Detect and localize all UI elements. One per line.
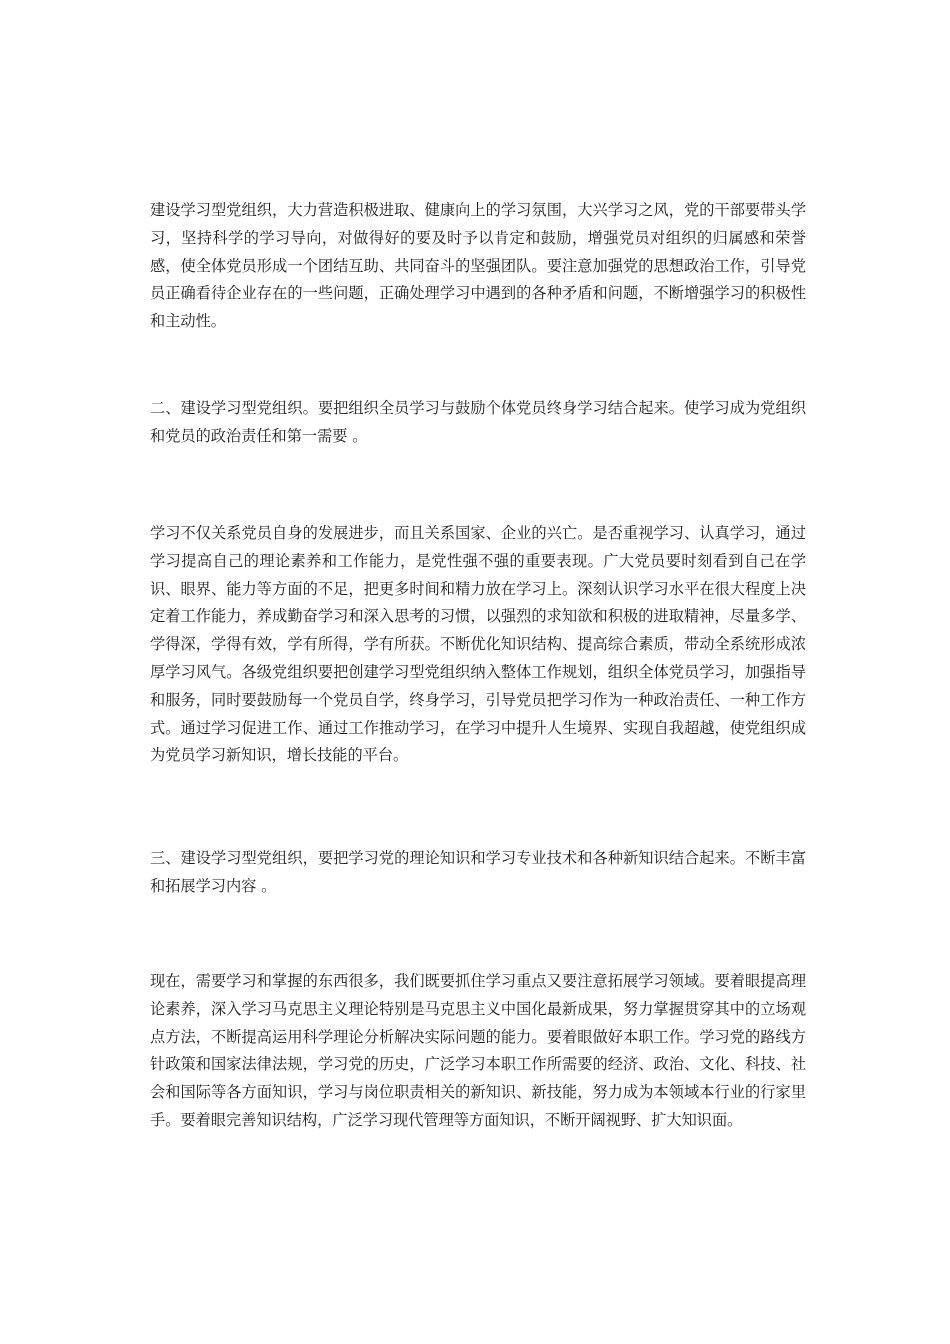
paragraph-section-three-body: 现在，需要学习和掌握的东西很多，我们既要抓住学习重点又要注意拓展学习领域。要着眼提高理论素养，深入学习马克思主义理论特别是马克思主义中国化最新成果，努力掌握贯穿其中的立场观点方法，不断提高运用科学理论分析解决实际问题的能力。要着眼做好本职工作。学习党的路线方针政策和国家法律法规，学习党的历史，广泛学习本职工作所需要的经济、政治、文化、科技、社会和国际等各方面知识，学习与岗位职责相关的新知识、新技能，努力成为本领域本行业的行家里手。要着眼完善知识结构，广泛学习现代管理等方面知识，不断开阔视野、扩大知识面。: [150, 972, 806, 1129]
paragraph-section-two-body: 学习不仅关系党员自身的发展进步，而且关系国家、企业的兴亡。是否重视学习、认真学习，通过学习提高自己的理论素养和工作能力，是党性强不强的重要表现。广大党员要时刻看到自己在学识、眼界、能力等方面的不足，把更多时间和精力放在学习上。深刻认识学习水平在很大程度上决定着工作能力，养成勤奋学习和深入思考的习惯，以强烈的求知欲和积极的进取精神，尽量多学、学得深，学得有效，学有所得，学有所获。不断优化知识结构、提高综合素质，带动全系统形成浓厚学习风气。各级党组织要把创建学习型党组织纳入整体工作规划，组织全体党员学习，加强指导和服务，同时要鼓励每一个党员自学，终身学习，引导党员把学习作为一种政治责任、一种工作方式。通过学习促进工作、通过工作推动学习，在学习中提升人生境界、实现自我超越，使党组织成为党员学习新知识，增长技能的平台。: [150, 524, 806, 765]
section-heading-two: 二、建设学习型党组织。要把组织全员学习与鼓励个体党员终身学习结合起来。使学习成为党组织和党员的政治责任和第一需要 。: [150, 399, 806, 445]
paragraph-intro: 建设学习型党组织，大力营造积极进取、健康向上的学习氛围，大兴学习之风，党的干部要带头学习，坚持科学的学习导向，对做得好的要及时予以肯定和鼓励，增强党员对组织的归属感和荣誉感，使全体党员形成一个团结互助、共同奋斗的坚强团队。要注意加强党的思想政治工作，引导党员正确看待企业存在的一些问题，正确处理学习中遇到的各种矛盾和问题，不断增强学习的积极性和主动性。: [150, 201, 806, 331]
section-heading-three: 三、建设学习型党组织，要把学习党的理论知识和学习专业技术和各种新知识结合起来。不断丰富和拓展学习内容 。: [150, 849, 806, 895]
